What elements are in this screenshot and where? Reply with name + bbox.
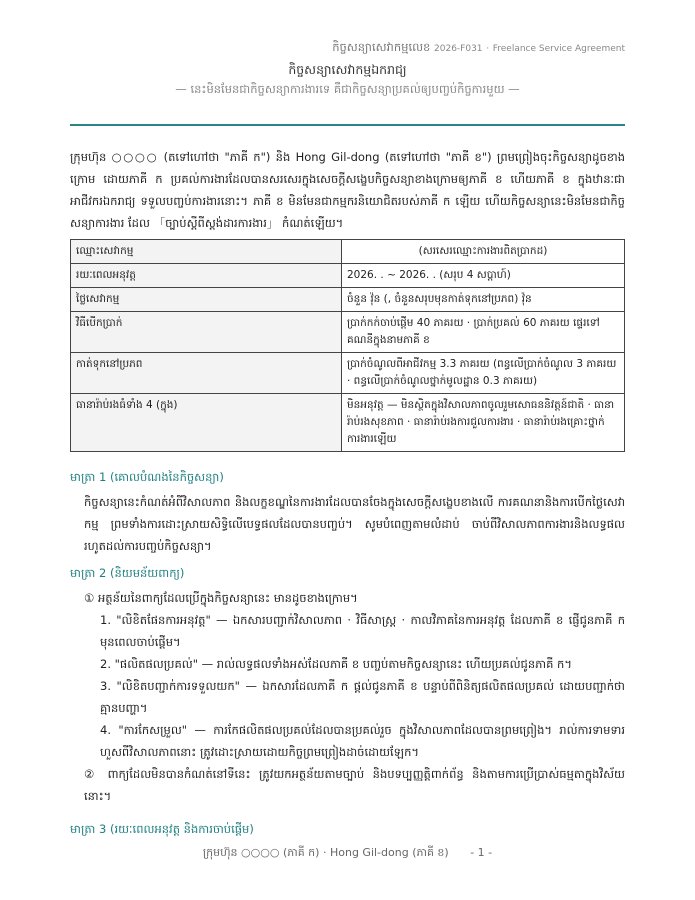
article-1 — [70, 470, 625, 557]
table-row — [71, 394, 625, 452]
table-row — [71, 353, 625, 394]
table-row — [71, 288, 625, 312]
article-label: មាត្រា 2 — [70, 566, 107, 580]
article-body: កិច្ចសន្យានេះកំណត់អំពីវិសាលភាព និងលក្ខខណ្ឌនៃការងារដែលបានចែងក្នុងសេចក្តីសង្ខេបខាងលើ ការគណនានិងការបើកថ្លៃសេវាកម្ម ព្រមទាំងការដោះស្រាយសិទ្ធិលើបេទ្ធផលដែលបានបញ្ចប់។ សូមបំពេញតាមលំដាប់ ចាប់ពីវិសាលភាពការងារនិងលទ្ធផល រហូតដល់ការបញ្ចប់កិច្ចសន្យា។ — [84, 495, 625, 553]
footer-party-b: Hong Gil-dong (ភាគី ខ) — [329, 846, 449, 859]
table-value: (សរសេរឈ្មោះការងារពិតប្រាកដ) — [342, 240, 625, 264]
table-value: 2026. . ~ 2026. . (សរុប 4 សប្តាហ៍) — [342, 264, 625, 288]
page-number: - 1 - — [470, 846, 493, 859]
definition-item: 3. "លិខិតបញ្ជាក់ការទទួលយក" — ឯកសារដែលភាគី ក ផ្តល់ជូនភាគី ខ បន្ទាប់ពីពិនិត្យផលិតផលប្រគល់ ដោយបញ្ជាក់ថាគ្មានបញ្ហា។ — [100, 679, 625, 715]
table-key: ថ្លៃសេវាកម្ម — [71, 288, 342, 312]
article-2 — [70, 566, 625, 807]
definition-item: 2. "ផលិតផលប្រគល់" — រាល់លទ្ធផលទាំងអស់ដែលភាគី ខ បញ្ចប់តាមកិច្ចសន្យានេះ ហើយប្រគល់ជូនភាគី ក។ — [100, 657, 572, 671]
article-label: មាត្រា 3 — [70, 822, 107, 836]
header-divider — [70, 124, 625, 126]
article-heading — [70, 566, 625, 583]
table-value: ចំនួន វ៉ុន (, ចំនួនសរុបមុនកាត់ទុកនៅប្រភព) វ៉ុន — [342, 288, 625, 312]
article-clause-2: ② ពាក្យដែលមិនបានកំណត់នៅទីនេះ ត្រូវយកអត្ថន័យតាមច្បាប់ និងបទប្បញ្ញត្តិពាក់ព័ន្ធ និងតាមការប្រើប្រាស់ធម្មតាក្នុងវិស័យនោះ។ — [84, 767, 625, 803]
contract-code: 2026-F031 — [434, 44, 483, 54]
table-value: ប្រាក់ចំណូលពីអាជីវកម្ម 3.3 ភាគរយ (ពន្ធលើប្រាក់ចំណូល 3 ភាគរយ · ពន្ធលើប្រាក់ចំណូលថ្នាក់មូលដ្ឋាន 0.3 ភាគរយ) — [342, 353, 625, 394]
table-key: វិធីបើកប្រាក់ — [71, 312, 342, 353]
table-row — [71, 240, 625, 264]
table-row — [71, 264, 625, 288]
table-value: មិនអនុវត្ត — មិនស្ថិតក្នុងវិសាលភាពចូលរួមសោធននិវត្តន៍ជាតិ · ធានារ៉ាប់រងសុខភាព · ធានារ៉ាប់រងការជួលការងារ · ធានារ៉ាប់រងគ្រោះថ្នាក់ការងារឡើយ — [342, 394, 625, 452]
article-title: (និយមន័យពាក្យ) — [109, 566, 185, 580]
footer-party-a-role: (ភាគី ក) — [282, 846, 320, 859]
table-key: ឈ្មោះសេវាកម្ម — [71, 240, 342, 264]
definition-item: 4. "ការកែសម្រួល" — ការកែផលិតផលប្រគល់ដែលបានប្រគល់រួច ក្នុងវិសាលភាពដែលបានព្រមព្រៀង។ រាល់ការទាមទារហួសពីវិសាលភាពនោះ ត្រូវដោះស្រាយដោយកិច្ចព្រមព្រៀងដាច់ដោយឡែក។ — [100, 723, 625, 759]
article-clause-1: ① អត្ថន័យនៃពាក្យដែលប្រើក្នុងកិច្ចសន្យានេះ មានដូចខាងក្រោម។ — [84, 591, 358, 605]
header-title-en: Freelance Service Agreement — [492, 44, 625, 54]
article-heading — [70, 470, 625, 487]
header-title-kh: កិច្ចសន្យាសេវាកម្មលេខ — [332, 40, 431, 54]
table-key: ធានារ៉ាប់រងធំទាំង 4 (ក្នុង) — [71, 394, 342, 452]
article-heading — [70, 822, 625, 839]
definition-item: 1. "លិខិតផែនការអនុវត្ត" — ឯកសារបញ្ជាក់វិសាលភាព · វិធីសាស្ត្រ · កាលវិភាគនៃការអនុវត្ត ដែលភាគី ខ ផ្ញើជូនភាគី ក មុនពេលចាប់ផ្តើម។ — [100, 613, 625, 649]
page-footer — [0, 846, 695, 862]
table-key: រយៈពេលអនុវត្ត — [71, 264, 342, 288]
article-3 — [70, 822, 625, 839]
table-key: កាត់ទុកនៅប្រភព — [71, 353, 342, 394]
footer-party-a: ក្រុមហ៊ុន ○○○○ — [202, 846, 280, 859]
document-title: កិច្ចសន្យាសេវាកម្មឯករាជ្យ — [288, 62, 407, 77]
article-title: (គោលបំណងនៃកិច្ចសន្យា) — [109, 470, 224, 484]
intro-paragraph: ក្រុមហ៊ុន ○○○○ (តទៅហៅថា "ភាគី ក") និង Hong Gil-dong (តទៅហៅថា "ភាគី ខ") ព្រមព្រៀងចុះកិច្ចសន្យាដូចខាងក្រោម ដោយភាគី ក ប្រគល់ការងារដែលបានសរសេរក្នុងសេចក្តីសង្ខេបកិច្ចសន្យាខាងក្រោមឲ្យភាគី ខ ហើយភាគី ខ ក្នុងឋានៈជាអាជីវករឯករាជ្យ ទទួលបញ្ចប់ការងារនោះ។ ភាគី ខ មិនមែនជាកម្មករនិយោជិតរបស់ភាគី ក ឡើយ ហើយកិច្ចសន្យានេះមិនមែនជាកិច្ចសន្យាការងារ ដែល 「ច្បាប់ស្តីពីស្តង់ដារការងារ」 កំណត់ឡើយ។ — [70, 150, 625, 230]
contract-summary-table — [70, 239, 625, 452]
document-number-header — [332, 40, 625, 57]
footer-dot: · — [322, 846, 327, 859]
header-separator: · — [486, 44, 490, 54]
document-subtitle: — នេះមិនមែនជាកិច្ចសន្យាការងារទេ គឺជាកិច្ចសន្យាប្រគល់ឲ្យបញ្ចប់កិច្ចការមួយ — — [175, 82, 520, 96]
table-value: ប្រាក់កក់ចាប់ផ្តើម 40 ភាគរយ · ប្រាក់ប្រគល់ 60 ភាគរយ ផ្ទេរទៅគណនីក្នុងនាមភាគី ខ — [342, 312, 625, 353]
article-label: មាត្រា 1 — [70, 470, 107, 484]
article-title: (រយៈពេលអនុវត្ត និងការចាប់ផ្តើម) — [109, 822, 254, 836]
table-row — [71, 312, 625, 353]
